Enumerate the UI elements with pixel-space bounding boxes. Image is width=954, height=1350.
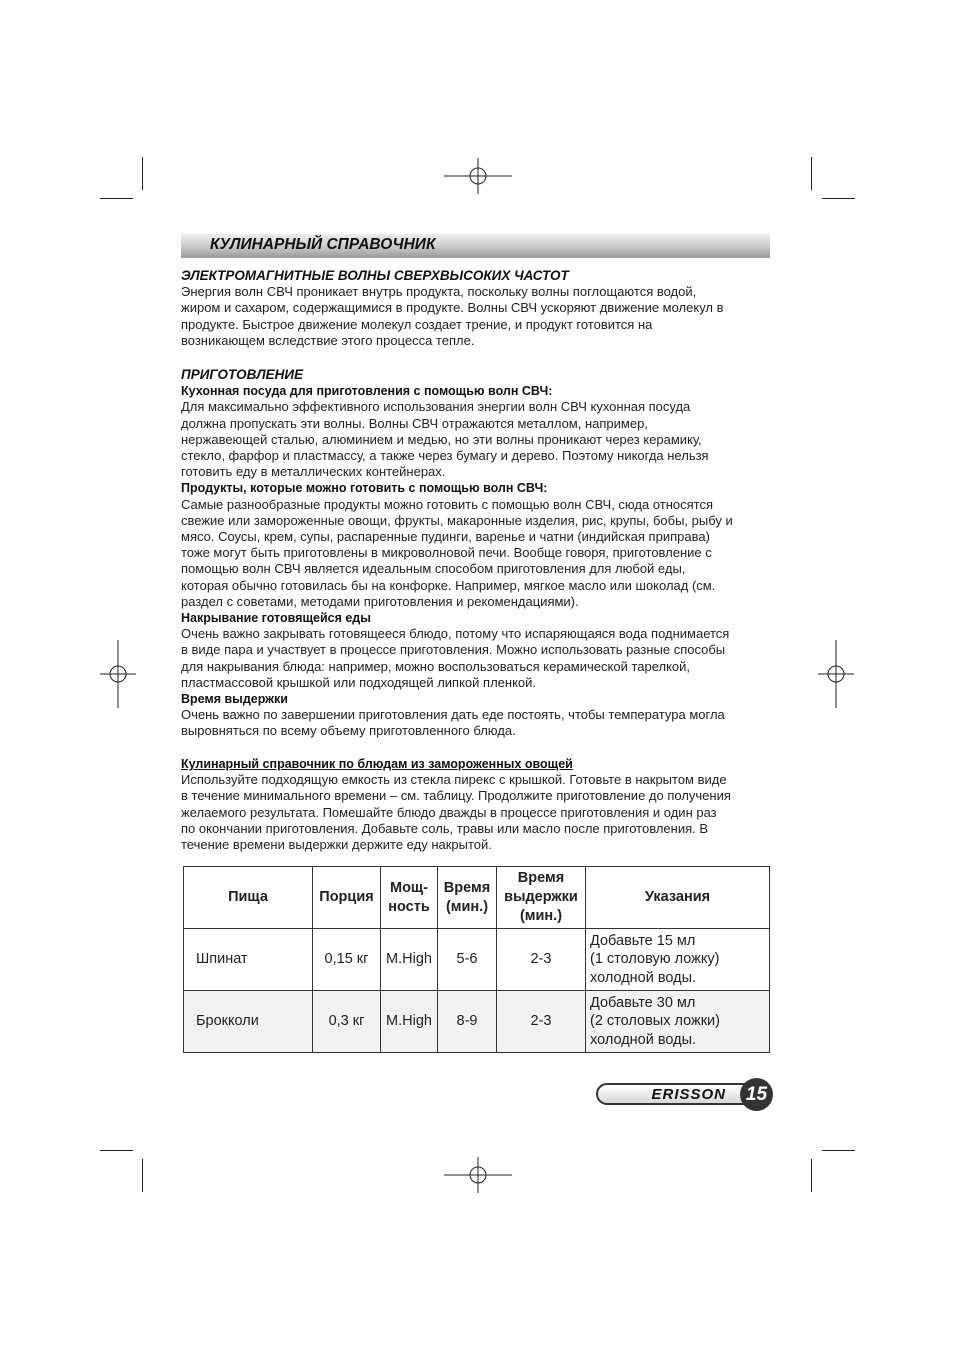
- crop-mark: [142, 1159, 143, 1192]
- paragraph-line: Самые разнообразные продукты можно готовить с помощью волн СВЧ, сюда относятся: [181, 496, 714, 512]
- section-heading: ЭЛЕКТРОМАГНИТНЫЕ ВОЛНЫ СВЕРХВЫСОКИХ ЧАСТОТ: [181, 268, 569, 283]
- table-row: [184, 929, 770, 991]
- col-header-portion: Порция: [313, 867, 381, 929]
- header-line: Мощ-: [390, 879, 428, 896]
- subheading: Продукты, которые можно готовить с помощью волн СВЧ:: [181, 481, 548, 496]
- cooking-table: [183, 866, 770, 1053]
- crop-mark: [142, 157, 143, 190]
- paragraph-line: помощью волн СВЧ является идеальным способом приготовления для любой еды,: [181, 561, 686, 577]
- paragraph-line: по окончании приготовления. Добавьте соль, травы или масло после приготовления. В: [181, 820, 709, 836]
- section-microwaves: [181, 268, 776, 349]
- paragraph-line: стекло, фарфор и пластмассу, а также через бумагу и дерево. Поэтому никогда нельзя: [181, 448, 709, 464]
- paragraph-line: возникающем вследствие этого процесса тепле.: [181, 332, 475, 348]
- cell-notes: [586, 929, 770, 991]
- cell-portion: 0,15 кг: [313, 929, 381, 991]
- paragraph-line: Для максимально эффективного использования энергии волн СВЧ кухонная посуда: [181, 399, 691, 415]
- paragraph-line: течение времени выдержки держите еду накрытой.: [181, 837, 492, 853]
- paragraph-line: желаемого результата. Помешайте блюдо дважды в процессе приготовления и один раз: [181, 804, 717, 820]
- paragraph-line: раздел с советами, методами приготовления и рекомендациями).: [181, 593, 579, 609]
- paragraph-line: в течение минимального времени – см. таблицу. Продолжите приготовление до получения: [181, 788, 731, 804]
- cell-time: 5-6: [438, 929, 497, 991]
- subheading: Кухонная посуда для приготовления с помощью волн СВЧ:: [181, 384, 553, 399]
- crop-mark: [811, 157, 812, 190]
- cell-notes: [586, 991, 770, 1053]
- crop-mark: [822, 198, 855, 199]
- paragraph-line: готовить еду в металлических контейнерах.: [181, 464, 446, 480]
- header-line: (мин.): [519, 908, 563, 924]
- cell-standing: 2-3: [497, 929, 586, 991]
- brand-name: ERISSON: [651, 1086, 726, 1103]
- paragraph-line: нержавеющей сталью, алюминием и медью, но эти волны проникают через керамику,: [181, 431, 702, 447]
- crop-mark: [100, 1150, 133, 1151]
- section-title-bar: [181, 234, 770, 258]
- registration-mark-icon: [444, 1157, 512, 1193]
- col-header-food: Пища: [184, 867, 313, 929]
- note-line: (2 столовых ложки): [590, 1013, 720, 1030]
- registration-mark-icon: [818, 640, 854, 708]
- paragraph-line: пластмассовой крышкой или подходящей липкой пленкой.: [181, 674, 537, 690]
- paragraph-line: в виде пара и участвует в процессе приготовления. Можно использовать разные способы: [181, 642, 726, 658]
- col-header-time: [438, 867, 497, 929]
- page-number: 15: [740, 1078, 773, 1111]
- section-heading: ПРИГОТОВЛЕНИЕ: [181, 367, 304, 382]
- note-line: Добавьте 30 мл: [590, 994, 696, 1011]
- paragraph-line: Энергия волн СВЧ проникает внутрь продукта, поскольку волны поглощаются водой,: [181, 284, 697, 300]
- section-heading: Кулинарный справочник по блюдам из замороженных овощей: [181, 757, 573, 771]
- paragraph-line: Используйте подходящую емкость из стекла пирекс с крышкой. Готовьте в накрытом виде: [181, 772, 727, 788]
- brand-logo: [596, 1083, 746, 1105]
- col-header-standing: [497, 867, 586, 929]
- header-line: Время: [517, 870, 565, 886]
- note-line: Добавьте 15 мл: [590, 932, 696, 949]
- paragraph-line: Очень важно по завершении приготовления дать еде постоять, чтобы температура могла: [181, 707, 725, 723]
- header-line: ность: [388, 898, 430, 915]
- paragraph-line: свежие или замороженные овощи, фрукты, макаронные изделия, рис, крупы, бобы, рыбу и: [181, 512, 733, 528]
- paragraph-line: Очень важно закрывать готовящееся блюдо, потому что испаряющаяся вода поднимается: [181, 626, 730, 642]
- cell-power: M.High: [381, 929, 438, 991]
- header-line: выдержки: [504, 889, 578, 905]
- paragraph-line: жиром и сахаром, содержащимися в продукте. Волны СВЧ ускоряют движение молекул в: [181, 300, 724, 316]
- table-row: [184, 991, 770, 1053]
- section-frozen-vegetables: [181, 756, 776, 853]
- crop-mark: [811, 1159, 812, 1192]
- registration-mark-icon: [444, 158, 512, 194]
- cell-portion: 0,3 кг: [313, 991, 381, 1053]
- paragraph-line: должна пропускать эти волны. Волны СВЧ отражаются металлом, например,: [181, 415, 648, 431]
- subheading: Время выдержки: [181, 692, 288, 707]
- col-header-notes: Указания: [586, 867, 770, 929]
- paragraph-line: выровняться по всему объему приготовленного блюда.: [181, 723, 516, 739]
- section-cooking: [181, 367, 776, 740]
- crop-mark: [822, 1150, 855, 1151]
- header-line: Время: [443, 879, 491, 896]
- cell-power: M.High: [381, 991, 438, 1053]
- cell-food: Брокколи: [184, 991, 313, 1053]
- col-header-power: [381, 867, 438, 929]
- paragraph-line: для накрывания блюда: например, можно воспользоваться керамической тарелкой,: [181, 658, 691, 674]
- paragraph-line: мясо. Соусы, крем, супы, распаренные пудинги, варенье и чатни (индийская приправа): [181, 529, 710, 545]
- registration-mark-icon: [100, 640, 136, 708]
- cell-standing: 2-3: [497, 991, 586, 1053]
- paragraph-line: продукте. Быстрое движение молекул создает трение, и продукт готовится на: [181, 316, 653, 332]
- cell-time: 8-9: [438, 991, 497, 1053]
- crop-mark: [100, 198, 133, 199]
- page-title: КУЛИНАРНЫЙ СПРАВОЧНИК: [210, 236, 436, 253]
- cell-food: Шпинат: [184, 929, 313, 991]
- table-header-row: [184, 867, 770, 929]
- note-line: (1 столовую ложку): [590, 951, 720, 968]
- note-line: холодной воды.: [590, 1031, 697, 1048]
- note-line: холодной воды.: [590, 969, 697, 986]
- paragraph-line: которая обычно готовилась бы на конфорке. Например, мягкое масло или шоколад (см.: [181, 577, 716, 593]
- header-line: (мин.): [445, 898, 489, 915]
- subheading: Накрывание готовящейся еды: [181, 611, 371, 626]
- paragraph-line: тоже могут быть приготовлены в микроволновой печи. Вообще говоря, приготовление с: [181, 545, 712, 561]
